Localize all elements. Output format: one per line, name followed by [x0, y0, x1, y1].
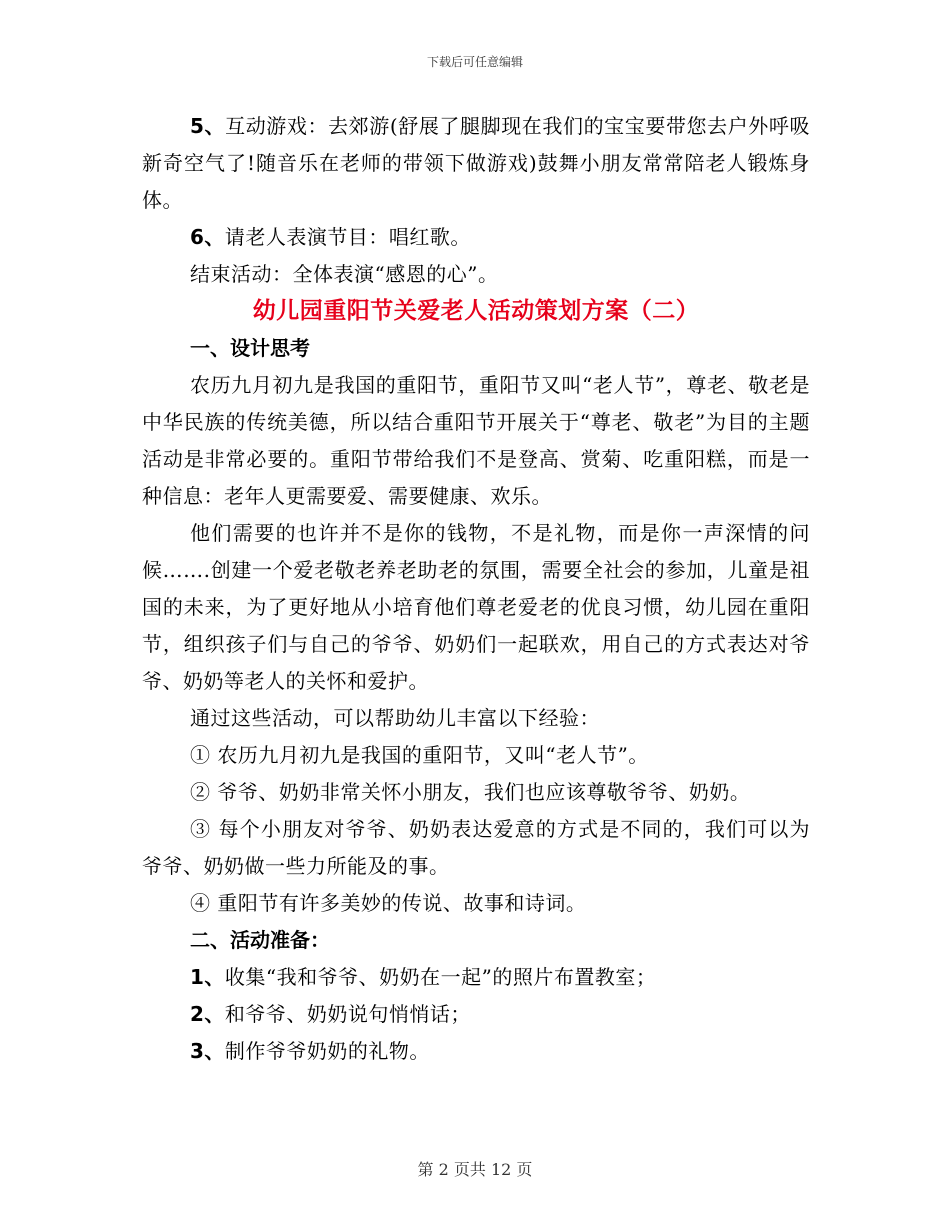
paragraph-text: 互动游戏：去郊游(舒展了腿脚现在我们的宝宝要带您去户外呼吸新奇空气了!随音乐在老师的带领下做游戏)鼓舞小朋友常常陪老人锻炼身体。 [142, 114, 810, 212]
document-body [142, 108, 810, 1070]
prep-item-1 [142, 959, 810, 996]
page-footer: 第 2 页共 12 页 [417, 1160, 533, 1179]
list-number: 3、 [190, 1039, 225, 1063]
paragraph-activity-6 [142, 219, 810, 256]
list-number: 1、 [190, 965, 225, 989]
paragraph-activity-5 [142, 108, 810, 219]
list-number: 5、 [190, 114, 226, 138]
prep-item-2 [142, 996, 810, 1033]
paragraph-text: 和爷爷、奶奶说句悄悄话； [224, 1002, 471, 1026]
heading-design-thinking: 一、设计思考 [190, 336, 310, 360]
list-item-1: ① 农历九月初九是我国的重阳节，又叫“老人节”。 [190, 743, 649, 767]
paragraph-intro: 农历九月初九是我国的重阳节，重阳节又叫“老人节”，尊老、敬老是中华民族的传统美德，所以结合重阳节开展关于“尊老、敬老”为目的主题活动是非常必要的。重阳节带给我们不是登高、赏菊、吃重阳糕，而是一种信息：老年人更需要爱、需要健康、欢乐。 [142, 373, 810, 508]
paragraph-experience-lead: 通过这些活动，可以帮助幼儿丰富以下经验： [190, 706, 600, 730]
prep-item-3 [142, 1033, 810, 1070]
paragraph-ending: 结束活动：全体表演“感恩的心”。 [190, 262, 499, 286]
paragraph-text: 收集“我和爷爷、奶奶在一起”的照片布置教室； [224, 965, 657, 989]
page-header-note: 下载后可任意编辑 [426, 55, 523, 69]
paragraph-text: 制作爷爷奶奶的礼物。 [224, 1039, 430, 1063]
paragraph-need: 他们需要的也许并不是你的钱物，不是礼物，而是你一声深情的问候…….创建一个爱老敬老养老助老的氛围，需要全社会的参加，儿童是祖国的未来，为了更好地从小培育他们尊老爱老的优良习惯，幼儿园在重阳节，组织孩子们与自己的爷爷、奶奶们一起联欢，用自己的方式表达对爷爷、奶奶等老人的关怀和爱护。 [142, 521, 810, 693]
section-title: 幼儿园重阳节关爱老人活动策划方案（二） [252, 298, 700, 324]
list-item-3: ③ 每个小朋友对爷爷、奶奶表达爱意的方式是不同的，我们可以为爷爷、奶奶做一些力所能及的事。 [142, 817, 810, 878]
paragraph-text: 请老人表演节目：唱红歌。 [224, 225, 471, 249]
list-item-2: ② 爷爷、奶奶非常关怀小朋友，我们也应该尊敬爷爷、奶奶。 [190, 780, 751, 804]
list-number: 6、 [190, 225, 225, 249]
heading-preparation: 二、活动准备： [190, 928, 330, 952]
list-number: 2、 [190, 1002, 225, 1026]
list-item-4: ④ 重阳节有许多美妙的传说、故事和诗词。 [190, 891, 587, 915]
